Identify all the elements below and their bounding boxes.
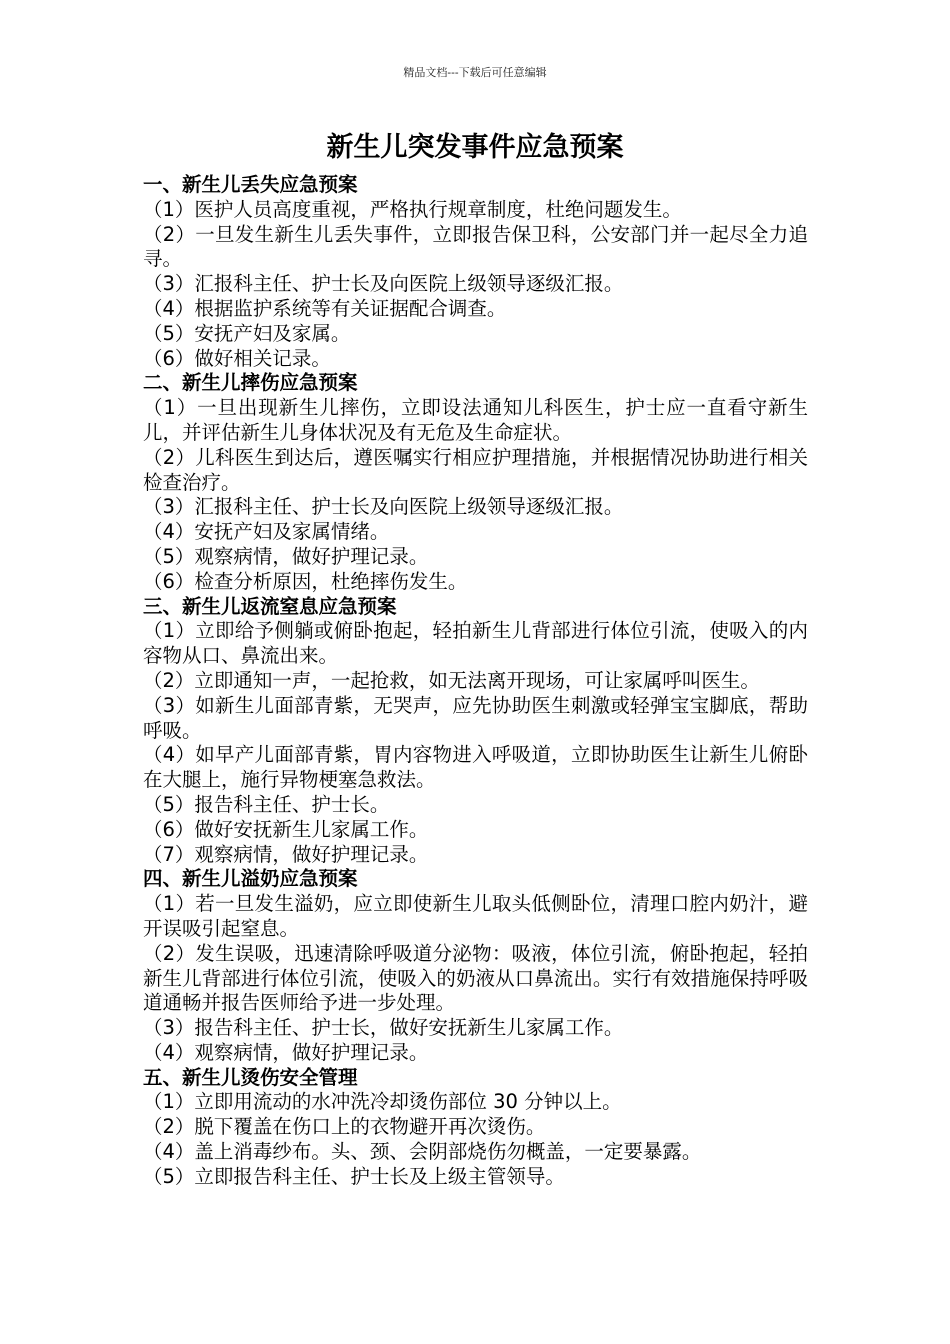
section-heading: 三、新生儿返流窒息应急预案 (143, 594, 397, 618)
list-item: （4）如早产儿面部青紫，胃内容物进入呼吸道，立即协助医生让新生儿俯卧在大腿上，施行异物梗塞急救法。 (143, 743, 808, 792)
list-item: （1）一旦出现新生儿摔伤，立即设法通知儿科医生，护士应一直看守新生儿，并评估新生儿身体状况及有无危及生命症状。 (143, 396, 808, 444)
list-item: （3）报告科主任、护士长，做好安抚新生儿家属工作。 (143, 1016, 624, 1040)
document-body (143, 173, 808, 1190)
list-item: （2）脱下覆盖在伤口上的衣物避开再次烫伤。 (143, 1115, 546, 1139)
list-item: （6）做好相关记录。 (143, 346, 331, 370)
section-newborn-scald (143, 1066, 808, 1190)
list-item: （1）医护人员高度重视，严格执行规章制度，杜绝问题发生。 (143, 197, 682, 221)
list-item: （4）根据监护系统等有关证据配合调查。 (143, 296, 507, 320)
list-item: （2）立即通知一声，一起抢救，如无法离开现场，可让家属呼叫医生。 (143, 668, 760, 692)
header-note: 精品文档---下载后可任意编辑 (403, 66, 547, 79)
list-item: （4）观察病情，做好护理记录。 (143, 1040, 429, 1064)
list-item: （5）观察病情，做好护理记录。 (143, 544, 429, 568)
section-newborn-reflux-asphyxia (143, 595, 808, 868)
list-item: （6）做好安抚新生儿家属工作。 (143, 817, 429, 841)
section-heading: 一、新生儿丢失应急预案 (143, 173, 358, 196)
section-newborn-milk-regurgitation (143, 867, 808, 1065)
section-heading: 二、新生儿摔伤应急预案 (143, 371, 358, 395)
list-item: （2）发生误吸，迅速清除呼吸道分泌物：吸液，体位引流，俯卧抱起，轻拍新生儿背部进行体位引流，使吸入的奶液从口鼻流出。实行有效措施保持呼吸道通畅并报告医师给予进一步处理。 (143, 941, 808, 1015)
list-item: （3）汇报科主任、护士长及向医院上级领导逐级汇报。 (143, 495, 624, 519)
section-newborn-loss (143, 173, 808, 371)
list-item: （2）儿科医生到达后，遵医嘱实行相应护理措施，并根据情况协助进行相关检查治疗。 (143, 445, 808, 494)
list-item: （6）检查分析原因，杜绝摔伤发生。 (143, 569, 468, 593)
document-title: 新生儿突发事件应急预案 (326, 132, 624, 163)
section-newborn-fall (143, 371, 808, 594)
list-item: （1）立即用流动的水冲洗冷却烫伤部位 30 分钟以上。 (143, 1090, 622, 1114)
list-item: （7）观察病情，做好护理记录。 (143, 842, 429, 866)
list-item: （1）若一旦发生溢奶，应立即使新生儿取头低侧卧位，清理口腔内奶汁，避开误吸引起窒息。 (143, 892, 808, 940)
list-item: （4）盖上消毒纱布。头、颈、会阴部烧伤勿概盖，一定要暴露。 (143, 1140, 702, 1164)
list-item: （3）汇报科主任、护士长及向医院上级领导逐级汇报。 (143, 272, 624, 296)
list-item: （5）立即报告科主任、护士长及上级主管领导。 (143, 1164, 565, 1188)
list-item: （3）如新生儿面部青紫，无哭声，应先协助医生刺激或轻弹宝宝脚底，帮助呼吸。 (143, 693, 808, 742)
list-item: （2）一旦发生新生儿丢失事件，立即报告保卫科，公安部门并一起尽全力追寻。 (143, 222, 808, 271)
list-item: （4）安抚产妇及家属情绪。 (143, 520, 390, 544)
section-heading: 五、新生儿烫伤安全管理 (143, 1065, 358, 1089)
section-heading: 四、新生儿溢奶应急预案 (143, 867, 358, 891)
list-item: （5）报告科主任、护士长。 (143, 792, 390, 816)
list-item: （1）立即给予侧躺或俯卧抱起，轻拍新生儿背部进行体位引流，使吸入的内容物从口、鼻流出来。 (143, 619, 808, 668)
list-item: （5）安抚产妇及家属。 (143, 321, 351, 345)
